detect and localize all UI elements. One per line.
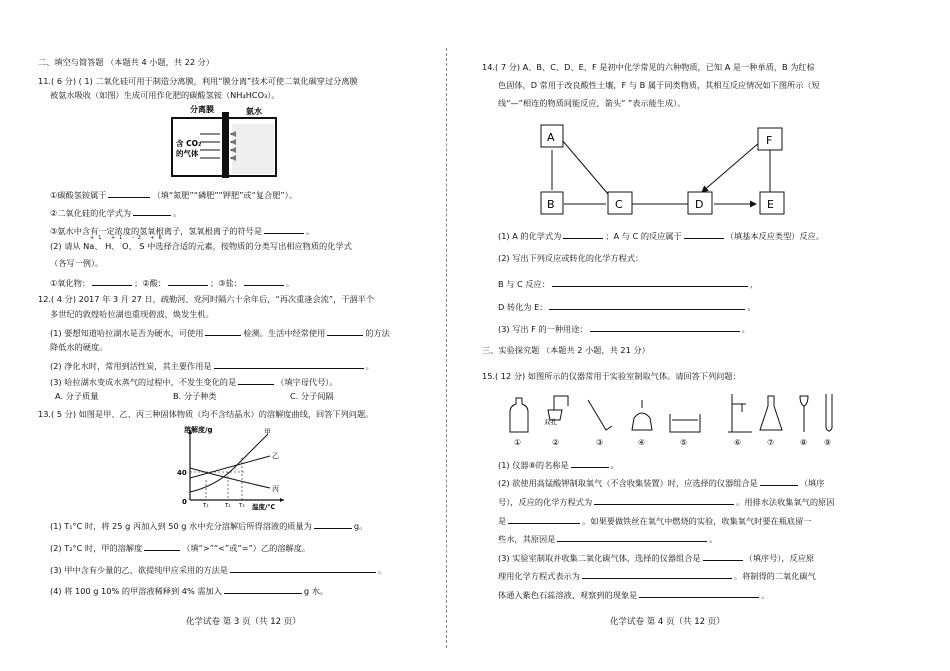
iron-stand-icon	[728, 394, 752, 432]
q12-line-6	[50, 375, 338, 388]
q14-line-1: 14.( 7 分) A、B、C、D、E、F 是初中化学常见的六种物质，已知 A 是一种单质，B 为红棕	[482, 62, 815, 72]
q11-1-text-a: ①碳酸氢铵属于	[50, 190, 107, 200]
node-e: E	[767, 198, 774, 211]
q15-2-text-d: 。用排水法收集氧气的原因	[736, 497, 835, 507]
node-c: C	[615, 198, 623, 211]
chart-xlabel: 温度/℃	[252, 503, 276, 510]
left-page	[0, 0, 440, 671]
legend-jia: 甲	[264, 428, 271, 436]
q12-1-text-b: 检测。生活中经常使用	[243, 328, 326, 338]
answer-blank[interactable]	[760, 476, 798, 486]
q13-line-4	[50, 563, 386, 576]
q15-2-text-h: 。	[709, 534, 718, 544]
q11-line-6: (2) 请从 Na、 H、 O、 S 中选择合适的元素，按物质的分类写出相应物质的化学式	[50, 241, 352, 251]
answer-blank[interactable]	[230, 563, 376, 573]
q11-line-4	[50, 206, 181, 219]
b-c-label: B 与 C 反应：	[498, 279, 550, 289]
q14-3-text-a: (3) 写出 F 的一种用途：	[498, 324, 588, 334]
answer-blank[interactable]	[508, 514, 580, 524]
q15-line-3	[498, 476, 824, 489]
q13-line-5	[50, 584, 328, 597]
chart-t3: T₃	[239, 503, 245, 509]
instrument-num-1: ①	[514, 438, 522, 447]
section-3-title: 三、实验探究题 （本题共 2 小题，共 21 分）	[482, 345, 650, 355]
instrument-num-6: ⑥	[734, 438, 742, 447]
conical-flask-icon	[760, 396, 782, 430]
q12-line-5	[50, 359, 374, 372]
d-e-label: D 转化为 E：	[498, 302, 548, 312]
chart-origin: 0	[182, 498, 187, 506]
q12-line-1: 12.( 4 分) 2017 年 3 月 27 日，疏勒河、党河时隔六十余年后，“再次重逢会流”，干涸半个	[38, 294, 375, 304]
q15-2-text-a: (2) 欲使用高锰酸钾制取氧气（不含收集装置）时，应选择的仪器组合是	[498, 478, 758, 488]
q14-1-text-b: ；A 与 C 的反应属于	[605, 231, 682, 241]
chart-y40: 40	[177, 469, 187, 477]
page-divider	[446, 48, 447, 648]
instrument-num-3: ③	[596, 438, 604, 447]
chart-t2: T₂	[225, 503, 231, 509]
fig-label-gas-2: 的气体	[176, 149, 199, 158]
q15-line-8	[498, 569, 816, 582]
q12-option-a: A. 分子质量	[55, 391, 99, 401]
q11-line-2: 被氨水吸收（如图）生成可用作化肥的碳酸氢铵（NH₄HCO₃）。	[50, 90, 280, 100]
q15-3-text-e: 体通入紫色石蕊溶液，观察到的现象是	[498, 590, 638, 600]
fig-label-gas-1: 含 CO₂	[176, 139, 202, 148]
legend-yi: 乙	[272, 452, 279, 460]
q11-3-text-b: 。	[306, 226, 315, 236]
instrument-num-4: ④	[638, 438, 646, 447]
node-b: B	[547, 198, 555, 211]
q15-line-7	[498, 551, 814, 564]
stopper-tube-icon	[548, 396, 568, 420]
salt-label: ；③盐：	[210, 278, 242, 288]
q12-2-text-a: (2) 净化水时，常用到活性炭，其主要作用是	[50, 361, 212, 371]
q15-line-1: 15.( 12 分) 如图所示的仪器常用于实验室制取气体。请回答下列问题：	[482, 371, 741, 381]
instrument-num-8: ⑧	[800, 438, 808, 447]
q15-3-text-f: 。	[761, 590, 770, 600]
q14-line-6	[498, 277, 758, 290]
q12-1-text-a: (1) 要想知道哈拉湖水是否为硬水，可使用	[50, 328, 204, 338]
arrow-f-d	[702, 142, 760, 192]
water-trough-icon	[670, 414, 700, 432]
membrane-figure	[170, 104, 280, 180]
q13-line-1: 13.( 5 分) 如图是甲、乙、丙三种固体物质（均不含结晶水）的溶解度曲线，回答下列问题。	[38, 409, 374, 419]
q11-line-8	[50, 276, 294, 289]
answer-blank[interactable]	[133, 206, 171, 216]
test-tube-icon	[826, 394, 832, 431]
q14-line-7	[498, 300, 756, 313]
instruments-figure	[502, 390, 842, 448]
q15-2-text-e: 是	[498, 516, 507, 526]
q15-3-text-d: 。将制得的二氧化碳气	[733, 571, 816, 581]
q14-1-text-a: (1) A 的化学式为	[498, 231, 562, 241]
answer-blank[interactable]	[144, 541, 180, 551]
curve-yi	[190, 456, 270, 478]
answer-blank[interactable]	[327, 326, 363, 336]
curve-jia	[190, 434, 268, 492]
funnel-icon	[800, 396, 808, 432]
q13-1-text-a: (1) T₁°C 时，将 25 g 丙加入到 50 g 水中充分溶解后所得溶液的质量为	[50, 521, 312, 531]
legend-bing: 丙	[272, 485, 279, 493]
q15-line-5	[498, 514, 811, 527]
q11-2-text-b: 。	[173, 208, 182, 218]
page-footer-right: 化学试卷 第 4 页（共 12 页）	[610, 617, 725, 627]
q13-4-text-b: g 水。	[303, 586, 329, 596]
node-d: D	[695, 198, 704, 211]
link-a-c	[562, 140, 608, 194]
q13-2-text-b: （填“>”“<”或“=”）乙的溶解度。	[182, 543, 311, 553]
oxide-label: ①氧化物：	[50, 278, 91, 288]
q12-line-2: 多世纪的敦煌哈拉湖也重现碧波，焕发生机。	[50, 309, 214, 319]
double-hole-label: 双孔	[544, 418, 557, 426]
answer-blank[interactable]	[224, 584, 302, 594]
answer-blank[interactable]	[582, 569, 732, 579]
answer-blank[interactable]	[552, 277, 748, 287]
q12-line-3	[50, 326, 390, 339]
q11-1-text-b: （填“氮肥”“磷肥”“钾肥”或“复合肥”）。	[152, 190, 297, 200]
q15-2-text-c: 号），反应的化学方程式为	[498, 497, 593, 507]
instrument-num-9: ⑨	[824, 438, 832, 447]
q14-2-sep: ，	[749, 279, 759, 289]
q15-line-2	[498, 458, 619, 471]
answer-blank[interactable]	[590, 322, 740, 332]
q15-2-text-b: （填序	[799, 478, 825, 488]
chart-t1: T₁	[203, 503, 209, 509]
node-a: A	[547, 131, 555, 144]
curve-bing	[190, 468, 270, 488]
q15-2-text-g: 些水，其原因是	[498, 534, 556, 544]
q12-option-b: B. 分子种类	[173, 391, 217, 401]
q12-line-4: 降低水的硬度。	[50, 342, 108, 352]
fig-label-membrane: 分离膜	[190, 105, 214, 114]
valence-marks: +1 +1 -2 +6	[90, 235, 166, 241]
q13-2-text-a: (2) T₂°C 时，甲的溶解度	[50, 543, 143, 553]
q14-1-text-c: （填基本反应类型）反应。	[725, 231, 825, 241]
answer-blank[interactable]	[264, 224, 304, 234]
q13-3-text-b: 。	[377, 565, 387, 575]
q15-1-text-b: 。	[610, 460, 619, 470]
q15-3-text-b: （填序号），反应原	[744, 553, 815, 563]
q11-3-text-a: ③氨水中含有一定浓度的氢氧根离子，氢氧根离子的符号是	[50, 226, 263, 236]
q15-2-text-f: 。如果要做铁丝在氧气中燃烧的实验，收集氧气时要在瓶底留一	[582, 516, 812, 526]
q15-3-text-a: (3) 实验室制取并收集二氧化碳气体，选择的仪器组合是	[498, 553, 701, 563]
answer-blank[interactable]	[244, 276, 284, 286]
q14-3-text-b: 。	[741, 324, 750, 334]
fig-label-ammonia: 氨水	[246, 107, 262, 116]
answer-blank[interactable]	[571, 458, 609, 468]
q12-3-text-b: （填字母代号）。	[276, 377, 338, 387]
q11-line-3	[50, 188, 297, 201]
answer-blank[interactable]	[549, 300, 745, 310]
q14-line-8	[498, 322, 750, 335]
q13-1-text-b: g。	[353, 521, 368, 531]
answer-blank[interactable]	[703, 551, 743, 561]
bottle-icon	[510, 398, 528, 432]
q11-2-text-a: ②二氧化硅的化学式为	[50, 208, 132, 218]
answer-blank[interactable]	[594, 495, 734, 505]
q11-end: 。	[285, 278, 295, 288]
q14-line-2: 色固体，D 常用于改良酸性土壤，F 与 B 属于同类物质，其相互反应情况如下图所示（短	[498, 80, 820, 90]
q12-2-text-b: 。	[365, 361, 374, 371]
q12-3-text-a: (3) 哈拉湖水变成水蒸气的过程中，不发生变化的是	[50, 377, 237, 387]
answer-blank[interactable]	[108, 188, 150, 198]
q13-4-text-a: (4) 将 100 g 10% 的甲溶液稀释到 4% 需加入	[50, 586, 222, 596]
answer-blank[interactable]	[314, 519, 352, 529]
answer-blank[interactable]	[92, 276, 132, 286]
q13-3-text-a: (3) 甲中含有少量的乙，欲提纯甲应采用的方法是	[50, 565, 228, 575]
answer-blank[interactable]	[214, 359, 364, 369]
answer-blank[interactable]	[639, 588, 759, 598]
substance-relation-diagram	[540, 120, 800, 220]
q12-option-c: C. 分子间隔	[290, 391, 334, 401]
q15-1-text-a: (1) 仪器⑧的名称是	[498, 460, 569, 470]
q15-line-6	[498, 532, 718, 545]
answer-blank[interactable]	[557, 532, 707, 542]
section-2-title: 二、填空与简答题 （本题共 4 小题，共 22 分）	[38, 57, 215, 67]
q15-line-9	[498, 588, 769, 601]
acid-label: ；②酸：	[134, 278, 166, 288]
q11-line-7: （各写一例）。	[50, 258, 104, 268]
answer-blank[interactable]	[238, 375, 274, 385]
q14-line-4	[498, 229, 824, 242]
q11-line-1: 11.( 6 分) ( 1) 二氧化硅可用于制造分离膜，利用“膜分离”技术可使二氧化碳穿过分离膜	[38, 76, 358, 86]
answer-blank[interactable]	[563, 229, 603, 239]
q15-line-4	[498, 495, 834, 508]
instrument-num-5: ⑤	[680, 438, 688, 447]
solubility-chart	[176, 424, 292, 510]
q14-line-5: (2) 写出下列反应或转化的化学方程式：	[498, 253, 644, 263]
right-page	[460, 0, 950, 671]
answer-blank[interactable]	[684, 229, 724, 239]
q13-line-2	[50, 519, 367, 532]
answer-blank[interactable]	[205, 326, 241, 336]
q13-line-3	[50, 541, 310, 554]
instrument-num-2: ②	[552, 438, 560, 447]
node-f: F	[766, 134, 773, 147]
q12-1-text-c: 的方法	[365, 328, 390, 338]
q14-line-3: 线“—”相连的物质间能反应，箭头“ ”表示能生成）。	[498, 98, 686, 108]
bent-tube-icon	[588, 400, 612, 430]
page-footer-left: 化学试卷 第 3 页（共 12 页）	[186, 617, 301, 627]
chart-ylabel: 溶解度/g	[184, 426, 213, 434]
q14-2-end: 。	[747, 302, 756, 312]
instrument-num-7: ⑦	[767, 438, 775, 447]
q15-3-text-c: 理用化学方程式表示为	[498, 571, 580, 581]
alcohol-lamp-icon	[632, 400, 652, 430]
answer-blank[interactable]	[168, 276, 208, 286]
